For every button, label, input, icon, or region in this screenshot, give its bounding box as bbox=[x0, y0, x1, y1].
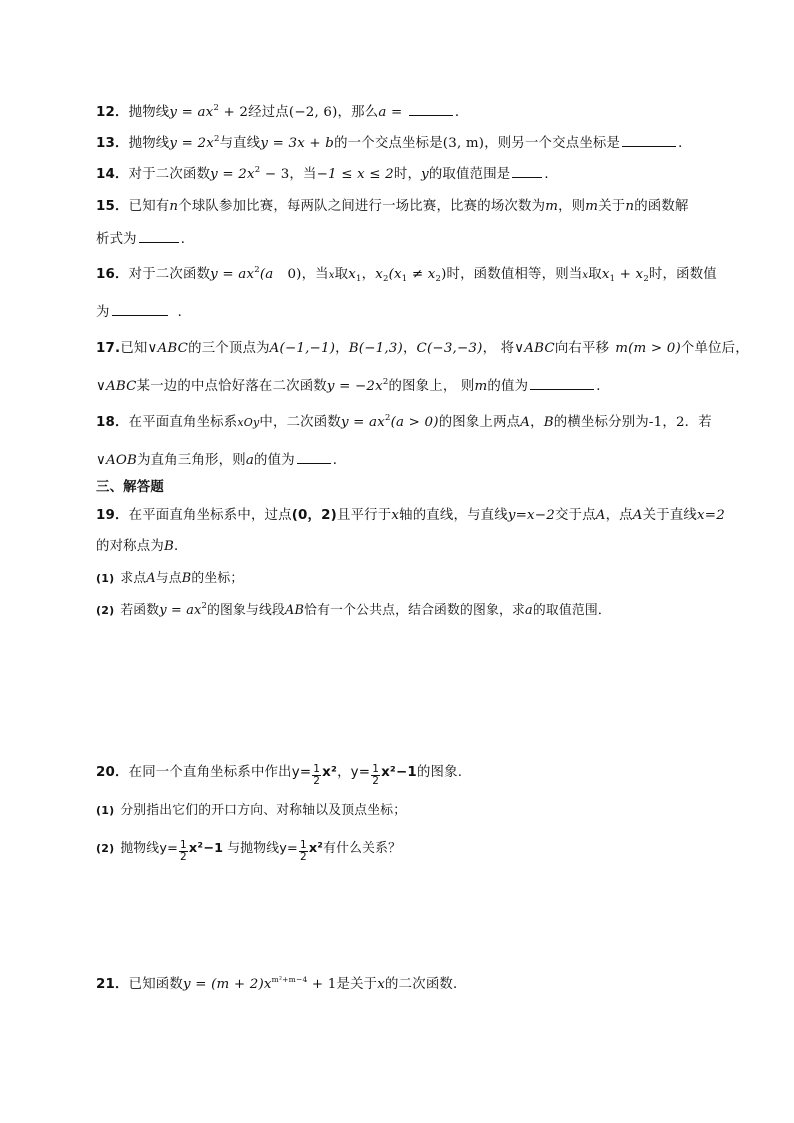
fraction-numerator: 1 bbox=[313, 763, 321, 775]
q19-end: ． bbox=[174, 539, 188, 554]
q19-1-point-b: B bbox=[181, 571, 192, 586]
q19-2-text-4: 的取值范围． bbox=[532, 603, 611, 618]
q18-text-4: 的横坐标分别为 bbox=[553, 415, 649, 430]
q16-cond-start: (a bbox=[259, 267, 274, 282]
q16-neq-sub1: 1 bbox=[401, 274, 408, 284]
q21-text-3: 的二次函数． bbox=[385, 977, 467, 992]
q15-var: n bbox=[169, 199, 179, 214]
q19-2-formula: y = ax bbox=[159, 603, 202, 618]
q16-x2: x bbox=[375, 267, 383, 282]
q16-x2-sub: 2 bbox=[382, 274, 389, 284]
fraction-numerator: 1 bbox=[372, 763, 380, 775]
q16-var: x bbox=[328, 270, 335, 281]
answer-blank[interactable] bbox=[409, 103, 453, 116]
q18-comma: ， bbox=[530, 415, 544, 430]
q12-text-3: ，那么 bbox=[337, 105, 379, 120]
q19-text: 在平面直角坐标系中，过点 bbox=[128, 508, 292, 523]
q12-text-2: 经过点 bbox=[248, 105, 289, 120]
q16-text-5: 取 bbox=[588, 267, 602, 282]
q19-text-6: 关于直线 bbox=[642, 508, 698, 523]
q18-text-3: 的图象上两点 bbox=[438, 415, 521, 430]
q13-text-3: 的一个交点坐标是 bbox=[334, 136, 443, 151]
fraction-numerator: 1 bbox=[180, 839, 187, 851]
q20-2-text-2: 与抛物线 bbox=[227, 841, 280, 856]
q13-text: 抛物线 bbox=[128, 136, 170, 151]
q16-formula: y = ax bbox=[210, 267, 255, 282]
q20-2-y-2: y bbox=[279, 841, 287, 856]
q17-text-6: 某一边的中点恰好落在二次函数 bbox=[136, 379, 327, 394]
q15-text-5: 的函数解 bbox=[634, 199, 689, 214]
q18-formula: y = ax bbox=[340, 415, 385, 430]
q16-sum: + x bbox=[615, 267, 644, 282]
q18-text-7: 的值为 bbox=[254, 453, 295, 468]
q17-comma-2: ， bbox=[402, 341, 417, 356]
question-16-line-2 bbox=[96, 303, 191, 322]
q14-var: y bbox=[421, 167, 429, 182]
question-12 bbox=[96, 103, 468, 122]
q21-formula-tail: + 1 bbox=[307, 977, 337, 992]
q14-text: 对于二次函数 bbox=[128, 167, 211, 182]
q20-x-squared-2: x² bbox=[381, 765, 396, 780]
q20-2-x-squared: x² bbox=[188, 841, 204, 856]
q19-axis: x bbox=[391, 508, 400, 523]
q17-triangle: ∨ABC bbox=[147, 341, 189, 356]
question-number: 12． bbox=[96, 105, 129, 120]
question-20-part-1 bbox=[96, 802, 406, 820]
q13-point: (3, m) bbox=[442, 136, 485, 151]
q13-text-2: 与直线 bbox=[219, 136, 261, 151]
answer-blank[interactable] bbox=[297, 451, 331, 464]
q20-2-y: y bbox=[159, 841, 168, 856]
q14-range: −1 ≤ x ≤ 2 bbox=[316, 167, 394, 182]
answer-blank[interactable] bbox=[622, 134, 676, 147]
q16-text-7: 为 bbox=[96, 305, 110, 320]
question-number: 16． bbox=[96, 267, 129, 282]
q14-text-3: 时， bbox=[393, 167, 422, 182]
fraction-denominator: 2 bbox=[313, 775, 321, 787]
q15-end: ． bbox=[180, 232, 195, 247]
q17-point-c: C(−3,−3) bbox=[416, 341, 483, 356]
q20-y-2: y bbox=[350, 765, 359, 780]
q20-y: y bbox=[291, 765, 300, 780]
fraction-half bbox=[312, 764, 321, 787]
q17-formula: y = −2x bbox=[326, 379, 383, 394]
q20-x-squared: x² bbox=[322, 765, 338, 780]
q21-var: x bbox=[377, 977, 386, 992]
q15-var-2: m bbox=[545, 199, 559, 214]
q20-sep: ， bbox=[337, 765, 351, 780]
q19-1-text-3: 的坐标； bbox=[191, 571, 244, 586]
q20-text: 在同一个直角坐标系中作出 bbox=[128, 765, 292, 780]
part-number: (2) bbox=[96, 842, 115, 855]
q17-var: m bbox=[474, 379, 488, 394]
q17-end: ． bbox=[596, 379, 610, 394]
q15-text-4: 关于 bbox=[598, 199, 626, 214]
question-19-line-1 bbox=[96, 507, 725, 525]
question-19-line-2 bbox=[96, 538, 188, 556]
q19-point-a-2: A bbox=[632, 508, 643, 523]
q16-neq: ≠ x bbox=[407, 267, 436, 282]
q18-text: 在平面直角坐标系 bbox=[128, 415, 238, 430]
q16-text-3: 取 bbox=[334, 267, 349, 282]
question-number: 14． bbox=[96, 167, 129, 182]
q17-text-8: 的值为 bbox=[487, 379, 529, 394]
q17-point-b: B(−1,3) bbox=[348, 341, 403, 356]
q20-text-2: 的图象. bbox=[416, 765, 463, 780]
q15-text-3: ，则 bbox=[558, 199, 586, 214]
answer-blank[interactable] bbox=[112, 303, 168, 316]
q19-1-text: 求点 bbox=[120, 571, 147, 586]
q18-text-5: ．若 bbox=[684, 415, 712, 430]
fraction-half bbox=[179, 840, 188, 863]
part-number: (1) bbox=[96, 804, 115, 817]
q21-text-2: 是关于 bbox=[336, 977, 378, 992]
q18-text-2: 中，二次函数 bbox=[259, 415, 341, 430]
q16-comma: ， bbox=[361, 267, 376, 282]
q16-text: 对于二次函数 bbox=[128, 267, 211, 282]
q19-text-2: 且平行于 bbox=[336, 508, 392, 523]
q16-cond-end: 0) bbox=[287, 267, 302, 282]
q16-sum-x1: x bbox=[601, 267, 610, 282]
q16-x1: x bbox=[348, 267, 356, 282]
q17-exponent: 2 bbox=[382, 377, 389, 387]
q21-exponent: m²+m−4 bbox=[271, 975, 308, 984]
q20-2-minus-one: −1 bbox=[203, 841, 224, 856]
q16-sum-sub2: 2 bbox=[643, 274, 649, 284]
part-number: (1) bbox=[96, 572, 115, 585]
question-18-line-1 bbox=[96, 414, 712, 432]
q20-2-x-squared-2: x² bbox=[308, 841, 324, 856]
q12-eq: = bbox=[386, 105, 407, 120]
q17-text-4: 向右平移 bbox=[554, 341, 610, 356]
question-number: 19． bbox=[96, 508, 129, 523]
fraction-half bbox=[299, 840, 308, 863]
q15-text: 已知有 bbox=[128, 199, 170, 214]
q17-text: 已知 bbox=[120, 341, 148, 356]
q15-var-4: n bbox=[625, 199, 635, 214]
q19-2-text-3: 恰有一个公共点，结合函数的图象，求 bbox=[304, 603, 526, 618]
q19-point-b: B bbox=[163, 539, 174, 554]
q15-text-6: 析式为 bbox=[96, 232, 137, 247]
q14-exponent: 2 bbox=[254, 165, 261, 175]
q17-text-3: ， 将 bbox=[482, 341, 515, 356]
question-number: 13． bbox=[96, 136, 129, 151]
q19-text-3: 轴的直线，与直线 bbox=[399, 508, 508, 523]
q18-triangle: ∨AOB bbox=[96, 453, 138, 468]
q18-var: a bbox=[245, 453, 255, 468]
q13-end: ． bbox=[678, 136, 692, 151]
q21-formula: y = (m + 2)x bbox=[183, 977, 272, 992]
fraction-half bbox=[371, 764, 380, 787]
question-number: 15． bbox=[96, 199, 129, 214]
q19-2-segment: AB bbox=[285, 603, 305, 618]
question-15-line-2 bbox=[96, 230, 194, 249]
q20-2-eq-2: = bbox=[287, 841, 298, 856]
q14-formula: y = 2x bbox=[210, 167, 255, 182]
q14-text-4: 的取值范围是 bbox=[428, 167, 511, 182]
q16-neq-end: ) bbox=[441, 267, 447, 282]
q16-var-2: x bbox=[582, 270, 589, 281]
q20-minus-one: −1 bbox=[396, 765, 417, 780]
q13-line: y = 3x + b bbox=[260, 136, 335, 151]
q19-text-7: 的对称点为 bbox=[96, 539, 164, 554]
q21-text: 已知函数 bbox=[128, 977, 183, 992]
question-21 bbox=[96, 976, 467, 994]
q13-exponent: 2 bbox=[213, 134, 220, 144]
q20-eq-2: = bbox=[358, 765, 371, 780]
q19-point-a: A bbox=[595, 508, 606, 523]
q12-formula: y = ax bbox=[169, 105, 214, 120]
q13-text-4: ，则另一个交点坐标是 bbox=[484, 136, 621, 151]
question-16-line-1 bbox=[96, 266, 717, 285]
answer-blank[interactable] bbox=[512, 165, 542, 178]
question-number: 18． bbox=[96, 415, 129, 430]
fraction-denominator: 2 bbox=[299, 851, 307, 863]
question-17-line-1 bbox=[96, 340, 749, 358]
question-19-part-1 bbox=[96, 570, 243, 588]
q19-2-var: a bbox=[525, 603, 533, 618]
answer-blank[interactable] bbox=[139, 230, 179, 243]
q16-x1-sub: 1 bbox=[355, 274, 362, 284]
q19-text-5: ，点 bbox=[605, 508, 633, 523]
q20-1-text: 分别指出它们的开口方向、对称轴以及顶点坐标； bbox=[120, 803, 407, 818]
q18-exponent: 2 bbox=[385, 413, 391, 423]
q12-var: a bbox=[378, 105, 387, 120]
q19-line-2: x=2 bbox=[697, 508, 725, 523]
q12-formula-tail: + 2 bbox=[219, 105, 249, 120]
q18-point-a: A bbox=[520, 415, 531, 430]
question-number: 17. bbox=[96, 341, 121, 356]
q19-line: y=x−2 bbox=[507, 508, 555, 523]
q19-2-text-2: 的图象与线段 bbox=[207, 603, 286, 618]
q15-text-2: 个球队参加比赛，每两队之间进行一场比赛，比赛的场次数为 bbox=[178, 199, 546, 214]
q12-exponent: 2 bbox=[213, 103, 220, 113]
question-number: 21． bbox=[96, 977, 129, 992]
q19-2-exponent: 2 bbox=[201, 601, 208, 611]
q15-var-3: m bbox=[585, 199, 599, 214]
q16-sum-sub1: 1 bbox=[609, 274, 616, 284]
q19-1-point-a: A bbox=[146, 571, 156, 586]
fraction-numerator: 1 bbox=[299, 839, 307, 851]
q20-2-text: 抛物线 bbox=[120, 841, 160, 856]
question-14 bbox=[96, 165, 558, 184]
question-20-line-1 bbox=[96, 764, 462, 787]
q17-shift: m(m > 0) bbox=[615, 341, 681, 356]
q14-end: ． bbox=[544, 167, 558, 182]
q18-end: ． bbox=[332, 453, 347, 468]
q19-text-4: 交于点 bbox=[554, 508, 596, 523]
q17-point-a: A(−1,−1) bbox=[269, 341, 336, 356]
question-17-line-2 bbox=[96, 377, 610, 396]
q18-cond: (a > 0) bbox=[390, 415, 439, 430]
q20-2-eq: = bbox=[167, 841, 179, 856]
q18-plane: xOy bbox=[237, 416, 260, 429]
q17-triangle-2: ∨ABC bbox=[514, 341, 555, 356]
q12-text: 抛物线 bbox=[128, 105, 170, 120]
q17-triangle-3: ∨ABC bbox=[96, 379, 137, 394]
answer-blank[interactable] bbox=[530, 377, 594, 390]
q14-formula-tail: − 3 bbox=[260, 167, 290, 182]
q16-text-6: 时，函数值 bbox=[648, 267, 717, 282]
q16-text-4: 时，函数值相等，则当 bbox=[446, 267, 583, 282]
question-19-part-2 bbox=[96, 602, 611, 620]
fraction-denominator: 2 bbox=[180, 851, 187, 863]
question-18-line-2 bbox=[96, 451, 346, 470]
q17-comma: ， bbox=[335, 341, 349, 356]
q20-2-text-3: 有什么关系？ bbox=[323, 841, 402, 856]
q20-eq: = bbox=[299, 765, 312, 780]
q19-2-text: 若函数 bbox=[120, 603, 160, 618]
question-number: 20． bbox=[96, 765, 129, 780]
q17-text-2: 的三个顶点为 bbox=[188, 341, 270, 356]
question-13 bbox=[96, 134, 692, 153]
fraction-denominator: 2 bbox=[372, 775, 380, 787]
q12-end: ． bbox=[454, 105, 469, 120]
q18-point-b: B bbox=[543, 415, 554, 430]
q18-values: -1，2 bbox=[648, 415, 685, 430]
q14-text-2: ，当 bbox=[289, 167, 317, 182]
q16-neq-start: (x bbox=[388, 267, 402, 282]
q17-text-5: 个单位后， bbox=[680, 341, 749, 356]
q13-formula: y = 2x bbox=[169, 136, 214, 151]
q18-text-6: 为直角三角形，则 bbox=[137, 453, 246, 468]
q16-end: ． bbox=[177, 305, 192, 320]
q17-text-7: 的图象上， 则 bbox=[388, 379, 475, 394]
q16-exponent: 2 bbox=[254, 265, 260, 275]
section-heading: 三、解答题 bbox=[96, 480, 164, 495]
part-number: (2) bbox=[96, 604, 115, 617]
question-15-line-1 bbox=[96, 198, 689, 216]
q12-point: (−2, 6) bbox=[288, 105, 338, 120]
q19-1-text-2: 与点 bbox=[155, 571, 182, 586]
q19-point: (0，2) bbox=[291, 508, 337, 523]
question-20-part-2 bbox=[96, 840, 401, 863]
q16-text-2: ，当 bbox=[301, 267, 329, 282]
q16-neq-sub2: 2 bbox=[435, 274, 442, 284]
